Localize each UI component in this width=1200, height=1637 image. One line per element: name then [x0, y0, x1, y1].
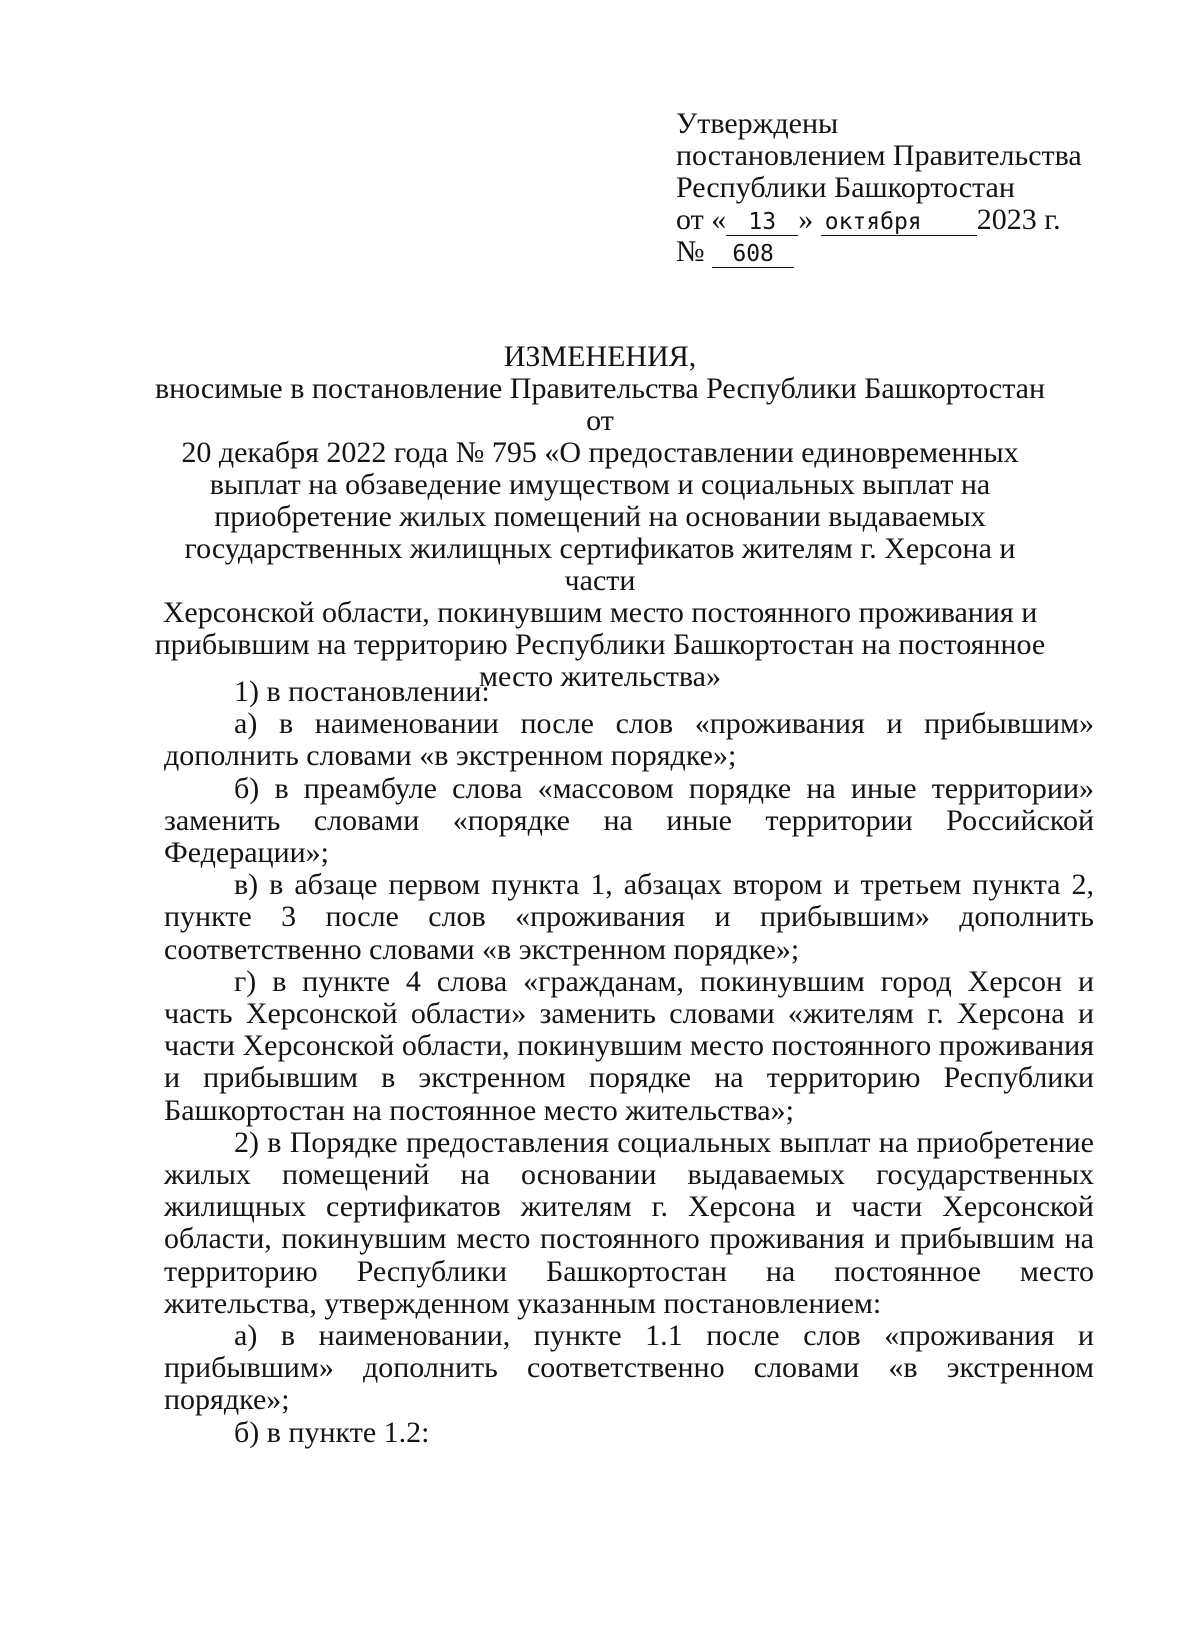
approval-date-line	[676, 204, 1082, 236]
approval-line-2: постановлением Правительства	[676, 139, 1082, 172]
approval-stamp-block	[676, 108, 1082, 268]
date-month-field: октября	[821, 209, 977, 236]
date-year: 2023 г.	[976, 203, 1061, 236]
body-paragraph: б) в пункте 1.2:	[234, 1415, 430, 1449]
document-body	[164, 676, 1094, 1449]
title-line: выплат на обзаведение имуществом и социальных выплат на	[209, 468, 991, 501]
body-paragraph: в) в абзаце первом пункта 1, абзацах втором и третьем пункта 2, пункте 3 после слов «проживания и прибывшим» дополнить соответственно словами «в экстренном порядке»;	[164, 868, 1094, 966]
approval-line-3: Республики Башкортостан	[676, 171, 1015, 204]
title-heading: ИЗМЕНЕНИЯ,	[503, 340, 697, 373]
title-line: место жительства»	[479, 660, 721, 693]
number-label: №	[676, 235, 705, 268]
title-line: государственных жилищных сертификатов жителям г. Херсона и части	[184, 532, 1016, 597]
title-line: прибывшим на территорию Республики Башкортостан на постоянное	[154, 628, 1046, 661]
approval-number-line	[676, 236, 1082, 268]
number-field: 608	[712, 241, 794, 268]
approval-line-1: Утверждены	[676, 107, 839, 140]
date-prefix: от «	[676, 203, 727, 236]
body-paragraph: г) в пункте 4 слова «гражданам, покинувшим город Херсон и часть Херсонской области» заменить словами «жителям г. Херсона и части Херсонской области, покинувшим место постоянного проживания и прибывшим в экстренном порядке на территорию Республики Башкортостан на постоянное место жительства»;	[164, 964, 1094, 1127]
body-paragraph: 1) в постановлении:	[234, 675, 490, 708]
body-paragraph: а) в наименовании после слов «проживания и прибывшим» дополнить словами «в экстренном порядке»;	[164, 707, 1094, 773]
body-paragraph: 2) в Порядке предоставления социальных выплат на приобретение жилых помещений на основании выдаваемых государственных жилищных сертификатов жителям г. Херсона и части Херсонской области, покинувшим место постоянного проживания и прибывшим на территорию Республики Башкортостан на постоянное место жительства, утвержденном указанным постановлением:	[164, 1125, 1094, 1320]
title-line: 20 декабря 2022 года № 795 «О предоставлении единовременных	[181, 436, 1019, 469]
title-line: приобретение жилых помещений на основании выдаваемых	[214, 500, 986, 533]
title-line: Херсонской области, покинувшим место постоянного проживания и	[162, 596, 1038, 629]
date-mid: »	[798, 203, 814, 236]
document-title	[150, 341, 1050, 693]
body-paragraph: а) в наименовании, пункте 1.1 после слов «проживания и прибывшим» дополнить соответственно словами «в экстренном порядке»;	[164, 1319, 1094, 1417]
date-day-field: 13	[726, 209, 798, 236]
body-paragraph: б) в преамбуле слова «массовом порядке на иные территории» заменить словами «порядке на иные территории Российской Федерации»;	[164, 771, 1094, 870]
title-line: вносимые в постановление Правительства Республики Башкортостан от	[154, 372, 1046, 437]
